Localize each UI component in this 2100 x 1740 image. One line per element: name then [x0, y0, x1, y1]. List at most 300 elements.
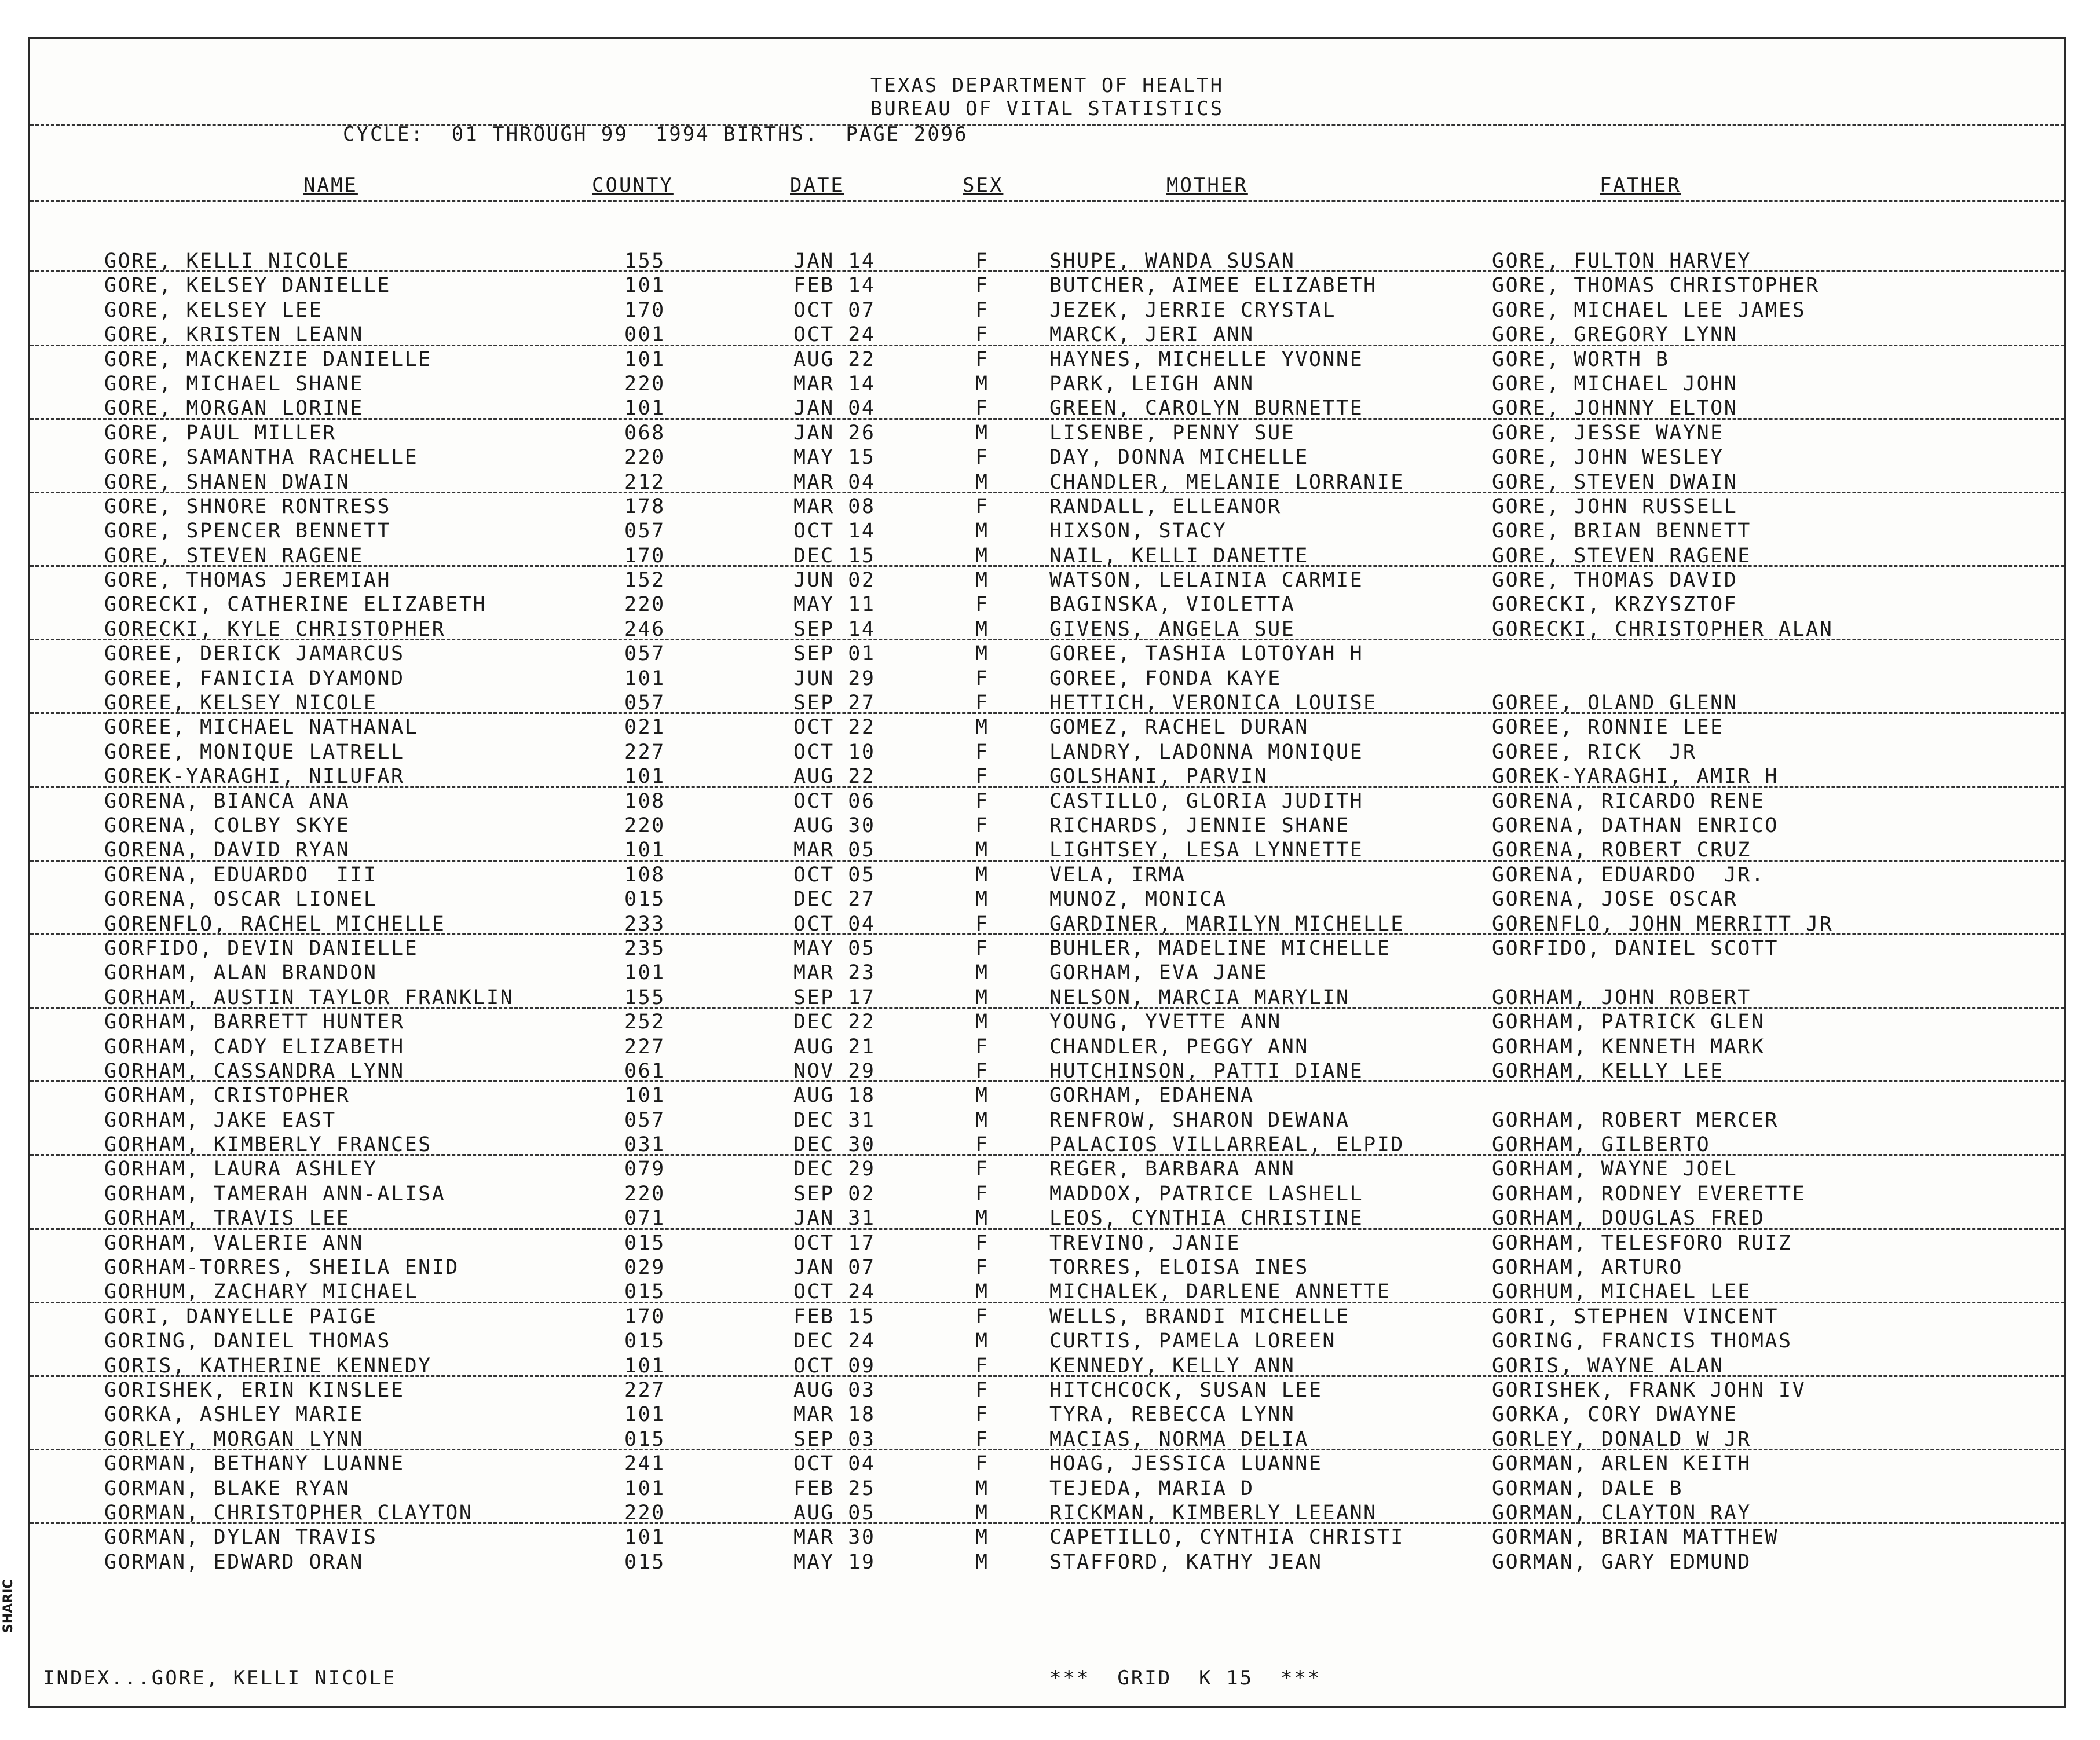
record-county: 068 [624, 421, 665, 445]
record-row [30, 936, 2064, 961]
record-row [30, 1305, 2064, 1329]
record-row [30, 592, 2064, 617]
record-date: OCT 09 [793, 1354, 876, 1378]
record-county: 057 [624, 519, 665, 543]
record-county: 233 [624, 912, 665, 936]
record-county: 108 [624, 789, 665, 813]
record-name: GORENA, OSCAR LIONEL [104, 888, 378, 911]
column-header-father: FATHER [1600, 174, 1681, 197]
record-row [30, 961, 2064, 985]
record-county: 101 [624, 666, 665, 690]
record-name: GORENA, DAVID RYAN [104, 838, 350, 862]
record-row [30, 863, 2064, 887]
record-sex: F [975, 1157, 989, 1181]
record-row [30, 912, 2064, 936]
record-father: GORECKI, KRZYSZTOF [1492, 593, 1738, 617]
record-county: 101 [624, 347, 665, 371]
record-row [30, 1280, 2064, 1304]
record-sex: M [975, 863, 989, 887]
record-name: GORHAM, VALERIE ANN [104, 1231, 364, 1255]
record-mother: GOREE, TASHIA LOTOYAH H [1049, 642, 1364, 666]
record-date: OCT 24 [793, 323, 876, 347]
record-name: GORE, PAUL MILLER [104, 421, 336, 445]
record-mother: HITCHCOCK, SUSAN LEE [1049, 1378, 1323, 1402]
record-date: FEB 25 [793, 1477, 876, 1500]
record-name: GORKA, ASHLEY MARIE [104, 1403, 364, 1427]
record-date: OCT 17 [793, 1231, 876, 1255]
record-name: GORHAM, KIMBERLY FRANCES [104, 1133, 432, 1157]
record-row [30, 1157, 2064, 1181]
record-father: GORE, STEVEN RAGENE [1492, 544, 1751, 567]
record-date: OCT 24 [793, 1280, 876, 1304]
record-county: 220 [624, 1501, 665, 1525]
record-mother: GARDINER, MARILYN MICHELLE [1049, 912, 1404, 936]
record-name: GORHAM, CADY ELIZABETH [104, 1035, 405, 1058]
record-date: OCT 04 [793, 912, 876, 936]
record-sex: F [975, 593, 989, 617]
record-date: AUG 22 [793, 765, 876, 789]
record-date: DEC 29 [793, 1157, 876, 1181]
record-name: GOREE, MONIQUE LATRELL [104, 740, 405, 764]
record-father: GORENFLO, JOHN MERRITT JR [1492, 912, 1834, 936]
record-date: MAR 30 [793, 1526, 876, 1549]
record-county: 220 [624, 446, 665, 470]
record-county: 155 [624, 250, 665, 273]
record-sex: M [975, 1526, 989, 1549]
record-sex: M [975, 888, 989, 911]
record-row [30, 1477, 2064, 1501]
record-mother: BUHLER, MADELINE MICHELLE [1049, 936, 1391, 960]
record-county: 071 [624, 1207, 665, 1230]
record-row [30, 1010, 2064, 1034]
record-father: GORE, BRIAN BENNETT [1492, 519, 1751, 543]
record-date: MAR 23 [793, 961, 876, 985]
record-date: JAN 31 [793, 1207, 876, 1230]
record-name: GORENA, COLBY SKYE [104, 814, 350, 837]
record-sex: M [975, 372, 989, 395]
record-date: JUN 29 [793, 666, 876, 690]
record-date: MAR 08 [793, 494, 876, 518]
record-date: MAR 05 [793, 838, 876, 862]
record-county: 252 [624, 1010, 665, 1034]
record-sex: M [975, 1501, 989, 1525]
record-name: GORE, SHANEN DWAIN [104, 470, 350, 494]
record-mother: GIVENS, ANGELA SUE [1049, 617, 1296, 641]
record-father: GORISHEK, FRANK JOHN IV [1492, 1378, 1806, 1402]
record-date: AUG 21 [793, 1035, 876, 1058]
record-sex: F [975, 274, 989, 298]
record-name: GORISHEK, ERIN KINSLEE [104, 1378, 405, 1402]
record-name: GORENA, BIANCA ANA [104, 789, 350, 813]
record-name: GORHAM, ALAN BRANDON [104, 961, 378, 985]
record-mother: LANDRY, LADONNA MONIQUE [1049, 740, 1364, 764]
record-name: GORE, SAMANTHA RACHELLE [104, 446, 419, 470]
record-mother: GOLSHANI, PARVIN [1049, 765, 1268, 789]
record-row [30, 1329, 2064, 1353]
record-sex: F [975, 347, 989, 371]
record-date: MAR 04 [793, 470, 876, 494]
record-mother: MACIAS, NORMA DELIA [1049, 1427, 1309, 1451]
record-name: GORE, SHNORE RONTRESS [104, 494, 392, 518]
record-mother: MICHALEK, DARLENE ANNETTE [1049, 1280, 1391, 1304]
record-date: OCT 14 [793, 519, 876, 543]
record-mother: PARK, LEIGH ANN [1049, 372, 1254, 395]
record-mother: VELA, IRMA [1049, 863, 1186, 887]
record-date: AUG 22 [793, 347, 876, 371]
record-sex: M [975, 1084, 989, 1108]
record-name: GORE, MORGAN LORINE [104, 397, 364, 420]
record-county: 101 [624, 274, 665, 298]
record-date: AUG 03 [793, 1378, 876, 1402]
agency-title: TEXAS DEPARTMENT OF HEALTH [870, 74, 1224, 97]
grid-footer: *** GRID K 15 *** [1049, 1666, 1322, 1690]
bureau-title: BUREAU OF VITAL STATISTICS [870, 97, 1224, 120]
record-father: GORE, STEVEN DWAIN [1492, 470, 1738, 494]
record-row [30, 887, 2064, 911]
record-date: DEC 30 [793, 1133, 876, 1157]
record-sex: M [975, 1207, 989, 1230]
record-father: GORENA, ROBERT CRUZ [1492, 838, 1751, 862]
record-county: 170 [624, 298, 665, 322]
record-mother: GOMEZ, RACHEL DURAN [1049, 716, 1309, 739]
record-name: GORE, MACKENZIE DANIELLE [104, 347, 432, 371]
record-sex: F [975, 1452, 989, 1476]
record-county: 001 [624, 323, 665, 347]
record-father: GORHAM, TELESFORO RUIZ [1492, 1231, 1792, 1255]
record-row [30, 323, 2064, 347]
record-father: GORE, JESSE WAYNE [1492, 421, 1724, 445]
record-date: DEC 22 [793, 1010, 876, 1034]
record-row [30, 1402, 2064, 1427]
record-county: 101 [624, 1403, 665, 1427]
record-county: 155 [624, 986, 665, 1009]
record-date: AUG 18 [793, 1084, 876, 1108]
record-name: GORECKI, CATHERINE ELIZABETH [104, 593, 487, 617]
record-sex: M [975, 519, 989, 543]
record-row [30, 1452, 2064, 1476]
record-county: 220 [624, 593, 665, 617]
record-father: GORMAN, BRIAN MATTHEW [1492, 1526, 1779, 1549]
record-father: GORHAM, JOHN ROBERT [1492, 986, 1751, 1009]
record-date: AUG 05 [793, 1501, 876, 1525]
record-sex: F [975, 814, 989, 837]
record-date: JUN 02 [793, 569, 876, 592]
record-name: GORENA, EDUARDO III [104, 863, 378, 887]
record-mother: TYRA, REBECCA LYNN [1049, 1403, 1296, 1427]
record-row [30, 1501, 2064, 1525]
record-father: GORHAM, GILBERTO [1492, 1133, 1711, 1157]
record-county: 227 [624, 740, 665, 764]
record-name: GORE, THOMAS JEREMIAH [104, 569, 392, 592]
record-date: MAY 11 [793, 593, 876, 617]
record-father: GORHAM, ARTURO [1492, 1256, 1684, 1280]
record-father: GORE, MICHAEL JOHN [1492, 372, 1738, 395]
record-county: 227 [624, 1378, 665, 1402]
record-mother: PALACIOS VILLARREAL, ELPID [1049, 1133, 1404, 1157]
record-row [30, 1206, 2064, 1230]
record-name: GORING, DANIEL THOMAS [104, 1329, 392, 1353]
record-father: GORE, JOHNNY ELTON [1492, 397, 1738, 420]
record-mother: RICKMAN, KIMBERLY LEEANN [1049, 1501, 1377, 1525]
record-sex: M [975, 1280, 989, 1304]
record-father: GORECKI, CHRISTOPHER ALAN [1492, 617, 1834, 641]
record-county: 152 [624, 569, 665, 592]
record-mother: HUTCHINSON, PATTI DIANE [1049, 1059, 1364, 1083]
record-name: GORE, KRISTEN LEANN [104, 323, 364, 347]
record-name: GORMAN, BLAKE RYAN [104, 1477, 350, 1500]
record-father: GORHAM, ROBERT MERCER [1492, 1108, 1779, 1132]
record-mother: HIXSON, STACY [1049, 519, 1227, 543]
record-row [30, 568, 2064, 592]
column-header-sex: SEX [963, 174, 1004, 197]
record-name: GOREE, MICHAEL NATHANAL [104, 716, 419, 739]
record-row [30, 715, 2064, 739]
record-name: GORHAM-TORRES, SHEILA ENID [104, 1256, 459, 1280]
record-mother: MADDOX, PATRICE LASHELL [1049, 1182, 1364, 1206]
record-sex: M [975, 421, 989, 445]
record-mother: NAIL, KELLI DANETTE [1049, 544, 1309, 567]
record-date: SEP 27 [793, 691, 876, 715]
record-county: 246 [624, 617, 665, 641]
record-mother: CAPETILLO, CYNTHIA CHRISTI [1049, 1526, 1404, 1549]
record-mother: GREEN, CAROLYN BURNETTE [1049, 397, 1364, 420]
record-mother: NELSON, MARCIA MARYLIN [1049, 986, 1350, 1009]
record-date: MAR 14 [793, 372, 876, 395]
record-sex: M [975, 1550, 989, 1574]
record-name: GORHUM, ZACHARY MICHAEL [104, 1280, 419, 1304]
record-county: 015 [624, 888, 665, 911]
record-mother: RENFROW, SHARON DEWANA [1049, 1108, 1350, 1132]
record-father: GORE, FULTON HARVEY [1492, 250, 1751, 273]
record-mother: CHANDLER, PEGGY ANN [1049, 1035, 1309, 1058]
record-sex: F [975, 1035, 989, 1058]
record-mother: GORHAM, EVA JANE [1049, 961, 1268, 985]
record-name: GORFIDO, DEVIN DANIELLE [104, 936, 419, 960]
record-county: 101 [624, 1084, 665, 1108]
record-mother: LEOS, CYNTHIA CHRISTINE [1049, 1207, 1364, 1230]
record-row [30, 814, 2064, 838]
record-county: 057 [624, 1108, 665, 1132]
record-mother: LIGHTSEY, LESA LYNNETTE [1049, 838, 1364, 862]
record-father: GORENA, RICARDO RENE [1492, 789, 1765, 813]
record-father: GOREK-YARAGHI, AMIR H [1492, 765, 1779, 789]
record-name: GOREE, FANICIA DYAMOND [104, 666, 405, 690]
record-row [30, 1035, 2064, 1059]
record-father: GORMAN, CLAYTON RAY [1492, 1501, 1751, 1525]
record-sex: F [975, 446, 989, 470]
record-name: GORHAM, BARRETT HUNTER [104, 1010, 405, 1034]
record-sex: F [975, 1231, 989, 1255]
record-mother: RICHARDS, JENNIE SHANE [1049, 814, 1350, 837]
record-mother: STAFFORD, KATHY JEAN [1049, 1550, 1323, 1574]
record-date: DEC 24 [793, 1329, 876, 1353]
record-row [30, 1255, 2064, 1280]
record-date: SEP 14 [793, 617, 876, 641]
column-header-mother: MOTHER [1166, 174, 1248, 197]
record-name: GORE, KELLI NICOLE [104, 250, 350, 273]
record-county: 170 [624, 1305, 665, 1328]
record-row [30, 372, 2064, 396]
record-name: GORHAM, CRISTOPHER [104, 1084, 350, 1108]
record-row [30, 470, 2064, 494]
record-father: GORKA, CORY DWAYNE [1492, 1403, 1738, 1427]
record-row [30, 273, 2064, 298]
record-county: 108 [624, 863, 665, 887]
record-row [30, 1231, 2064, 1255]
column-header-name: NAME [303, 174, 358, 197]
record-date: JAN 26 [793, 421, 876, 445]
record-date: DEC 31 [793, 1108, 876, 1132]
record-sex: M [975, 1010, 989, 1034]
record-date: SEP 01 [793, 642, 876, 666]
record-county: 021 [624, 716, 665, 739]
record-date: FEB 15 [793, 1305, 876, 1328]
record-name: GORECKI, KYLE CHRISTOPHER [104, 617, 446, 641]
record-name: GORMAN, BETHANY LUANNE [104, 1452, 405, 1476]
record-sex: F [975, 1059, 989, 1083]
record-row [30, 1525, 2064, 1549]
record-date: OCT 04 [793, 1452, 876, 1476]
record-name: GORI, DANYELLE PAIGE [104, 1305, 378, 1328]
record-father: GOREE, RICK JR [1492, 740, 1697, 764]
record-row [30, 1133, 2064, 1157]
record-father: GORHAM, KENNETH MARK [1492, 1035, 1765, 1058]
record-father: GORMAN, DALE B [1492, 1477, 1684, 1500]
record-mother: CHANDLER, MELANIE LORRANIE [1049, 470, 1404, 494]
record-sex: M [975, 569, 989, 592]
record-date: OCT 22 [793, 716, 876, 739]
record-name: GORHAM, TRAVIS LEE [104, 1207, 350, 1230]
record-county: 101 [624, 1526, 665, 1549]
record-county: 101 [624, 765, 665, 789]
record-county: 079 [624, 1157, 665, 1181]
record-mother: HETTICH, VERONICA LOUISE [1049, 691, 1377, 715]
record-row [30, 544, 2064, 568]
record-sex: F [975, 250, 989, 273]
record-date: DEC 27 [793, 888, 876, 911]
record-county: 015 [624, 1280, 665, 1304]
record-date: MAY 19 [793, 1550, 876, 1574]
record-name: GORENFLO, RACHEL MICHELLE [104, 912, 446, 936]
record-row [30, 986, 2064, 1010]
record-name: GORIS, KATHERINE KENNEDY [104, 1354, 432, 1378]
record-county: 057 [624, 642, 665, 666]
record-mother: BUTCHER, AIMEE ELIZABETH [1049, 274, 1377, 298]
record-sex: M [975, 1477, 989, 1500]
header-rule [30, 124, 2064, 126]
record-father: GORE, THOMAS CHRISTOPHER [1492, 274, 1820, 298]
record-row [30, 494, 2064, 519]
record-date: JAN 14 [793, 250, 876, 273]
record-date: OCT 06 [793, 789, 876, 813]
record-mother: JEZEK, JERRIE CRYSTAL [1049, 298, 1337, 322]
record-date: DEC 15 [793, 544, 876, 567]
record-sex: F [975, 1354, 989, 1378]
record-sex: F [975, 936, 989, 960]
record-name: GORMAN, DYLAN TRAVIS [104, 1526, 378, 1549]
record-date: JAN 04 [793, 397, 876, 420]
record-date: MAY 05 [793, 936, 876, 960]
record-row [30, 1059, 2064, 1083]
record-row [30, 691, 2064, 715]
record-row [30, 421, 2064, 445]
record-father: GORHAM, KELLY LEE [1492, 1059, 1724, 1083]
record-county: 212 [624, 470, 665, 494]
record-father: GORMAN, ARLEN KEITH [1492, 1452, 1751, 1476]
record-sex: F [975, 666, 989, 690]
record-county: 170 [624, 544, 665, 567]
record-mother: TREVINO, JANIE [1049, 1231, 1241, 1255]
record-name: GORMAN, CHRISTOPHER CLAYTON [104, 1501, 473, 1525]
record-father: GORENA, DATHAN ENRICO [1492, 814, 1779, 837]
record-row [30, 519, 2064, 543]
record-name: GORHAM, TAMERAH ANN-ALISA [104, 1182, 446, 1206]
record-mother: LISENBE, PENNY SUE [1049, 421, 1296, 445]
record-father: GORE, MICHAEL LEE JAMES [1492, 298, 1806, 322]
record-county: 227 [624, 1035, 665, 1058]
record-name: GORHAM, CASSANDRA LYNN [104, 1059, 405, 1083]
record-sex: M [975, 470, 989, 494]
record-sex: F [975, 691, 989, 715]
record-mother: GOREE, FONDA KAYE [1049, 666, 1282, 690]
record-father: GORMAN, GARY EDMUND [1492, 1550, 1751, 1574]
record-mother: RANDALL, ELLEANOR [1049, 494, 1282, 518]
record-county: 178 [624, 494, 665, 518]
record-county: 101 [624, 1477, 665, 1500]
record-mother: TORRES, ELOISA INES [1049, 1256, 1309, 1280]
record-father: GORHAM, WAYNE JOEL [1492, 1157, 1738, 1181]
record-father: GORING, FRANCIS THOMAS [1492, 1329, 1792, 1353]
record-county: 101 [624, 961, 665, 985]
record-row [30, 1427, 2064, 1452]
record-name: GOREK-YARAGHI, NILUFAR [104, 765, 405, 789]
record-father: GORHUM, MICHAEL LEE [1492, 1280, 1751, 1304]
record-date: AUG 30 [793, 814, 876, 837]
record-county: 015 [624, 1427, 665, 1451]
record-name: GORE, SPENCER BENNETT [104, 519, 392, 543]
record-county: 101 [624, 397, 665, 420]
record-row [30, 1354, 2064, 1378]
record-sex: M [975, 716, 989, 739]
record-sex: F [975, 397, 989, 420]
record-father: GORFIDO, DANIEL SCOTT [1492, 936, 1779, 960]
record-sex: M [975, 642, 989, 666]
record-sheet [28, 37, 2066, 1708]
record-date: OCT 07 [793, 298, 876, 322]
record-date: OCT 05 [793, 863, 876, 887]
record-row [30, 298, 2064, 323]
record-father: GORE, JOHN RUSSELL [1492, 494, 1738, 518]
record-county: 101 [624, 1354, 665, 1378]
record-father: GORHAM, DOUGLAS FRED [1492, 1207, 1765, 1230]
record-father: GORENA, EDUARDO JR. [1492, 863, 1765, 887]
record-mother: HOAG, JESSICA LUANNE [1049, 1452, 1323, 1476]
record-mother: CURTIS, PAMELA LOREEN [1049, 1329, 1337, 1353]
record-sex: M [975, 1329, 989, 1353]
record-county: 015 [624, 1329, 665, 1353]
record-date: SEP 02 [793, 1182, 876, 1206]
record-row [30, 249, 2064, 273]
record-row [30, 642, 2064, 666]
record-father: GORE, GREGORY LYNN [1492, 323, 1738, 347]
record-mother: WATSON, LELAINIA CARMIE [1049, 569, 1364, 592]
record-row [30, 838, 2064, 862]
record-name: GORE, STEVEN RAGENE [104, 544, 364, 567]
record-date: SEP 17 [793, 986, 876, 1009]
record-county: 235 [624, 936, 665, 960]
record-row [30, 764, 2064, 789]
record-name: GORE, MICHAEL SHANE [104, 372, 364, 395]
